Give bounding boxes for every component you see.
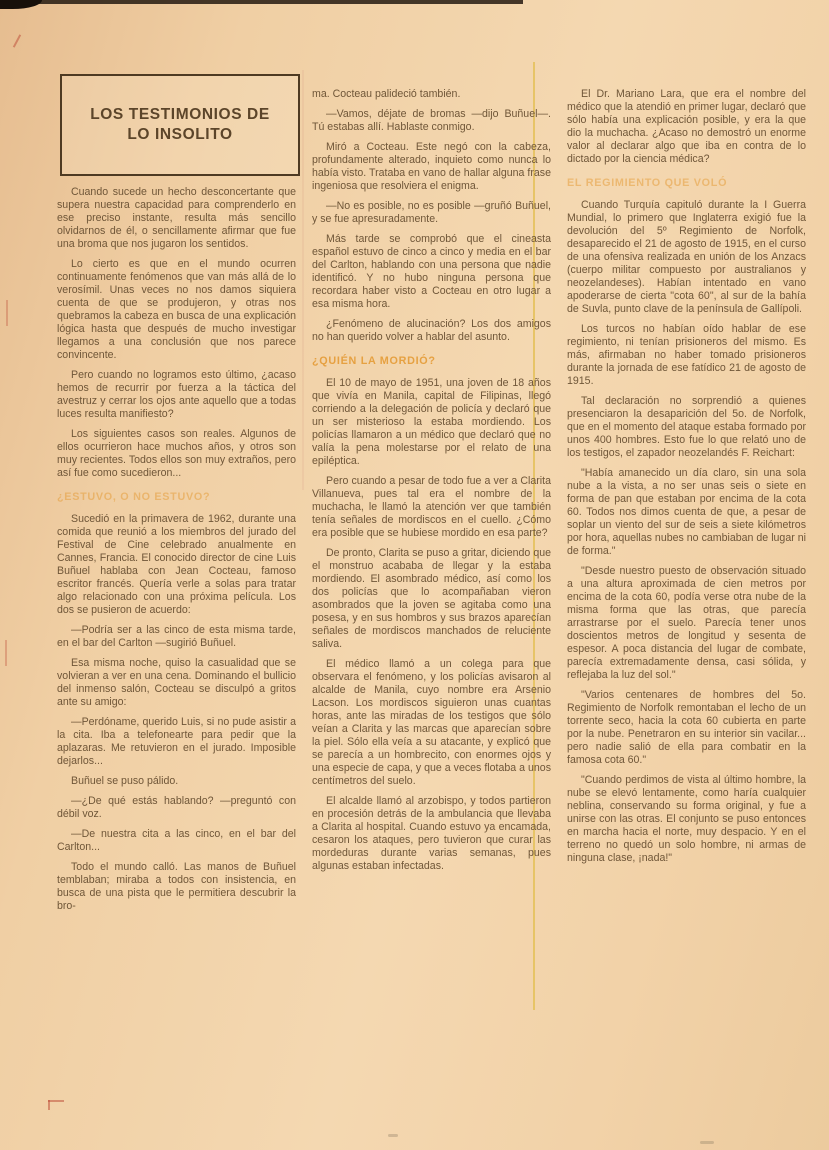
section-heading: EL REGIMIENTO QUE VOLÓ [567,177,728,189]
paragraph: Sucedió en la primavera de 1962, durante una comida que reunió a los miembros del jurado del Festival de Cine celebrado anualmente en Cannes, Francia. El conocido director de cine Luis Buñuel hablaba con Jean Cocteau, famoso escritor francés. Quería verle a solas para tratar algo relacionado con una próxima película. Los dos se pusieron de acuerdo: [57,513,296,616]
paragraph: "Cuando perdimos de vista al último hombre, la nube se elevó lentamente, como haría cualquier neblina, conservando su forma original, y fue a unirse con las otras. El conjunto se puso entonces en marcha hacia el norte, muy despacio. Y en el terreno no quedó un solo hombre, ni armas de ninguna clase, ¡nada!" [567,774,806,864]
registration-mark [13,34,21,47]
paragraph: Los turcos no habían oído hablar de ese regimiento, ni tenían prisioneros del mismo. Es más, afirmaban no haber tomado prisioneros durante la jornada de ese fatídico 21 de agosto de 1915. [567,323,806,387]
registration-mark [6,300,8,326]
paragraph: —Podría ser a las cinco de esta misma tarde, en el bar del Carlton —sugirió Buñuel. [57,624,296,649]
page-title-line2: LO INSOLITO [127,126,233,143]
paragraph: —Vamos, déjate de bromas —dijo Buñuel—. Tú estabas allí. Hablaste conmigo. [312,108,551,133]
text-column-1 [57,186,296,920]
paragraph: De pronto, Clarita se puso a gritar, diciendo que el monstruo acababa de llegar y la estaba mordiendo. El asombrado médico, así como los dos policías que lo acompañaban vieron asombrados que la joven se agitaba como una posesa, y en sus hombros y sus brazos aparecían señales de mordiscos manchados de reluciente saliva. [312,547,551,650]
paragraph: —¿De qué estás hablando? —preguntó con débil voz. [57,795,296,820]
paragraph: —No es posible, no es posible —gruñó Buñuel, y se fue apresuradamente. [312,200,551,225]
scan-smudge [700,1141,714,1144]
paragraph: Miró a Cocteau. Este negó con la cabeza, profundamente alterado, inquieto como nunca lo había visto. Trataba en vano de hallar alguna frase ingeniosa que resolviera el enigma. [312,141,551,192]
paragraph: "Había amanecido un día claro, sin una sola nube a la vista, a no ser unas seis o siete en forma de pan que estaban por encima de la cota 60. Todos nos dimos cuenta de que, a pesar de soplar un viento del sur de seis a siete kilómetros por hora, aquellas nubes no cambiaban de lugar ni de forma." [567,467,806,557]
registration-mark [48,1100,50,1110]
section-heading: ¿QUIÉN LA MORDIÓ? [312,355,436,367]
column-divider-faint [302,70,304,490]
paragraph: Buñuel se puso pálido. [71,775,179,787]
scan-artifact-top-edge [0,0,523,4]
paragraph: Los siguientes casos son reales. Algunos de ellos ocurrieron hace muchos años, y otros son muy recientes. Todos ellos son muy extraños, pero así fue como sucedieron... [57,428,296,479]
paragraph: Pero cuando no logramos esto último, ¿acaso hemos de recurrir por fuerza a la táctica del avestruz y cerrar los ojos ante aquello que a todas luces resulta manifiesto? [57,369,296,420]
paragraph: —De nuestra cita a las cinco, en el bar del Carlton... [57,828,296,853]
paragraph: El Dr. Mariano Lara, que era el nombre del médico que la atendió en primer lugar, declaró que sólo había una explicación posible, y era la que dio la muchacha. ¿Acaso no demostró un enorme valor al declarar algo que iba en contra de lo dictado por la ciencia médica? [567,88,806,165]
paragraph: —Perdóname, querido Luis, si no pude asistir a la cita. Iba a telefonearte para pedir que la aplazaras. Me retuvieron en el jurado. Imposible dejarlos... [57,716,296,767]
paragraph: Cuando Turquía capituló durante la I Guerra Mundial, lo primero que Inglaterra exigió fue la devolución del 5º Regimiento de Norfolk, desaparecido el 21 de agosto de 1915, en el curso de una ofensiva realizada en unión de los Anzacs (cuerpo militar compuesto por australianos y neozelandeses). Habían intentado en vano apoderarse de cierta "cota 60", al sur de la bahía de Suvla, punto clave de la península de Gallípoli. [567,199,806,315]
paragraph: El 10 de mayo de 1951, una joven de 18 años que vivía en Manila, capital de Filipinas, llegó corriendo a la delegación de policía y declaró que un ser misterioso la estaba mordiendo. Los policías llamaron a un médico que declaró que no valía la pena molestarse por el relato de una epiléptica. [312,377,551,467]
scan-smudge [388,1134,398,1137]
text-column-3 [567,88,806,872]
text-column-2 [312,88,551,880]
paragraph: El alcalde llamó al arzobispo, y todos partieron en procesión detrás de la ambulancia que llevaba a Clarita al hospital. Cuando estuvo ya encamada, cesaron los ataques, pero tuvieron que curar las mordeduras durante varias semanas, pues algunas estaban infectadas. [312,795,551,872]
title-box [60,74,300,176]
paragraph: ¿Fenómeno de alucinación? Los dos amigos no han querido volver a hablar del asunto. [312,318,551,343]
paragraph: Cuando sucede un hecho desconcertante que supera nuestra capacidad para comprenderlo en ese preciso instante, resulta más sencillo olvidarnos de él, o sencillamente afirmar que fue una broma que nos jugaron los sentidos. [57,186,296,250]
paragraph: Más tarde se comprobó que el cineasta español estuvo de cinco a cinco y media en el bar del Carlton, hablando con una persona que nadie identificó. Y no hubo ninguna persona que recordara haber visto a Cocteau en otro lugar a esa misma hora. [312,233,551,310]
section-heading: ¿ESTUVO, O NO ESTUVO? [57,491,211,503]
paragraph: El médico llamó a un colega para que observara el fenómeno, y los policías avisaron al alcalde de Manila, cuyo nombre era Arsenio Lacson. Los mordiscos siguieron unas cuantas horas, ante las miradas de los testigos que sólo veían a Clarita y las marcas que aparecían sobre la piel. Sólo ella veía a su atacante, y explicó que se parecía a un hombrecito, con enormes ojos y una especie de capa, y que a veces flotaba a unos centímetros del suelo. [312,658,551,787]
paragraph: Tal declaración no sorprendió a quienes presenciaron la desaparición del 5o. de Norfolk, que en el momento del ataque estaba formado por unos 400 hombres. Esto fue lo que relató uno de los testigos, el zapador neozelandés F. Reichart: [567,395,806,459]
page-title-line1: LOS TESTIMONIOS DE [90,106,270,123]
paragraph: Todo el mundo calló. Las manos de Buñuel temblaban; miraba a todos con insistencia, en busca de una pista que le permitiera descubrir la bro- [57,861,296,912]
paragraph: Esa misma noche, quiso la casualidad que se volvieran a ver en una cena. Dominando el bullicio del inmenso salón, Cocteau se disculpó a gritos ante su amigo: [57,657,296,708]
registration-mark [5,640,7,666]
scan-artifact-top-corner [0,0,42,9]
paragraph: "Desde nuestro puesto de observación situado a una altura aproximada de cien metros por encima de la cota 60, podía verse otra nube de la misma forma que las otras, que parecía arrastrarse por el suelo. Parecía tener unos doscientos metros de longitud y sesenta de espesor. A poca distancia del lugar de combate, parecía extremadamente densa, casi sólida, y reflejaba la luz del sol." [567,565,806,681]
paragraph: "Varios centenares de hombres del 5o. Regimiento de Norfolk remontaban el lecho de un torrente seco, hacia la cota 60 cubierta en parte por la nube. Penetraron en su interior sin vacilar... pero nadie salió de ella para combatir en la famosa cota 60." [567,689,806,766]
paragraph: Lo cierto es que en el mundo ocurren continuamente fenómenos que van más allá de lo verosímil. Unas veces no nos damos siquiera cuenta de que se produjeron, y otras nos quebramos la cabeza en busca de una explicación lógica hasta que después de mucho investigar llegamos a una conclusión que nos parece convincente. [57,258,296,361]
paragraph: ma. Cocteau palideció también. [312,88,461,100]
paragraph: Pero cuando a pesar de todo fue a ver a Clarita Villanueva, pues tal era el nombre de la muchacha, le llamó la atención ver que también tenía señales de mordiscos en el cuello. ¿Cómo era posible que se hubiese mordido en esa parte? [312,475,551,539]
registration-mark [48,1100,64,1102]
